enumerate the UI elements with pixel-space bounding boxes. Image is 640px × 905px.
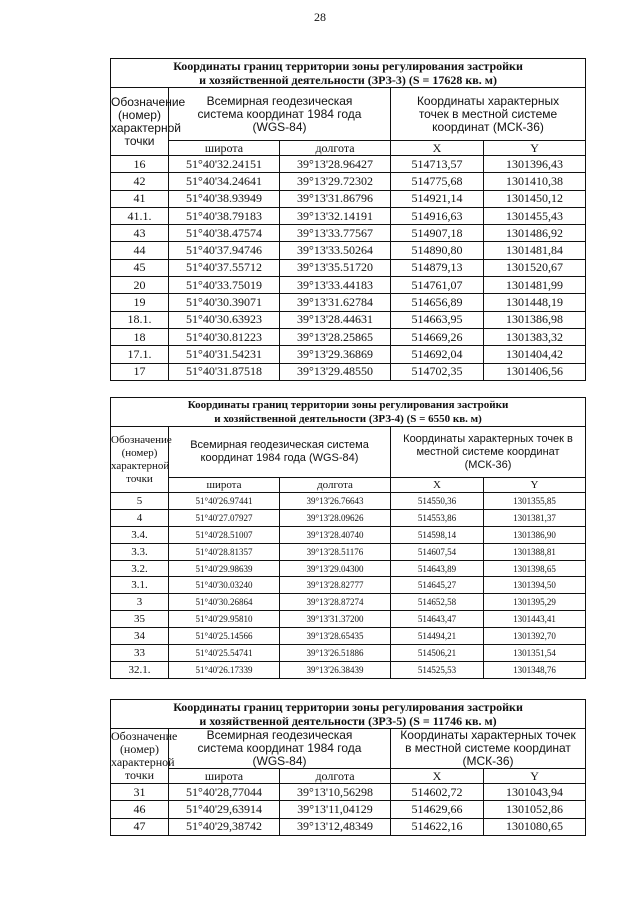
x-coordinate-cell: 514553,86 <box>391 509 484 526</box>
longitude-cell: 39°13'28.65435 <box>280 628 391 645</box>
longitude-cell: 39°13'28.09626 <box>280 509 391 526</box>
table-row <box>111 784 586 801</box>
longitude-cell: 39°13'28.40740 <box>280 526 391 543</box>
longitude-cell: 39°13'29.36869 <box>280 346 391 363</box>
coordinates-table-zrz-3 <box>110 58 586 381</box>
y-coordinate-cell: 1301406,56 <box>484 363 586 380</box>
longitude-cell: 39°13'31.86796 <box>280 190 391 207</box>
longitude-cell: 39°13'29.72302 <box>280 173 391 190</box>
coordinates-table-zrz-4 <box>110 397 586 679</box>
table-title <box>111 398 586 427</box>
point-designation-cell: 3.3. <box>111 543 169 560</box>
table-title <box>111 700 586 729</box>
table-row <box>111 801 586 818</box>
latitude-cell: 51°40'29.95810 <box>169 611 280 628</box>
point-designation-cell: 3.1. <box>111 577 169 594</box>
table-row <box>111 277 586 294</box>
x-coordinate-cell: 514643,89 <box>391 560 484 577</box>
latitude-cell: 51°40'33.75019 <box>169 277 280 294</box>
col-latitude-header: широта <box>169 141 280 156</box>
longitude-cell: 39°13'28.44631 <box>280 311 391 328</box>
col-y-header: Y <box>484 478 586 493</box>
table-body <box>111 493 586 679</box>
y-coordinate-cell: 1301381,37 <box>484 509 586 526</box>
latitude-cell: 51°40'28,77044 <box>169 784 280 801</box>
latitude-cell: 51°40'26.17339 <box>169 661 280 678</box>
y-coordinate-cell: 1301351,54 <box>484 645 586 662</box>
latitude-cell: 51°40'31.87518 <box>169 363 280 380</box>
point-designation-cell: 19 <box>111 294 169 311</box>
point-designation-cell: 41.1. <box>111 207 169 224</box>
table-title-line-2: и хозяйственной деятельности (ЗРЗ-5) (S = 11746 кв. м) <box>199 714 497 728</box>
table-row <box>111 311 586 328</box>
x-coordinate-cell: 514645,27 <box>391 577 484 594</box>
longitude-cell: 39°13'35.51720 <box>280 259 391 276</box>
point-designation-cell: 43 <box>111 225 169 242</box>
point-designation-cell: 32.1. <box>111 661 169 678</box>
longitude-cell: 39°13'11,04129 <box>280 801 391 818</box>
y-coordinate-cell: 1301388,81 <box>484 543 586 560</box>
table-row <box>111 242 586 259</box>
y-coordinate-cell: 1301386,98 <box>484 311 586 328</box>
table-row <box>111 190 586 207</box>
col-designation-header: Обозначение (номер) характерной точки <box>111 88 169 156</box>
table-row <box>111 611 586 628</box>
col-msk-header: Координаты характерных точек в местной системе координат (МСК-36) <box>391 88 586 141</box>
col-msk-header: Координаты характерных точек в местной системе координат (МСК-36) <box>391 427 586 478</box>
col-y-header: Y <box>484 769 586 784</box>
latitude-cell: 51°40'28.51007 <box>169 526 280 543</box>
latitude-cell: 51°40'29.98639 <box>169 560 280 577</box>
latitude-cell: 51°40'37.94746 <box>169 242 280 259</box>
longitude-cell: 39°13'32.14191 <box>280 207 391 224</box>
coordinates-table-zrz-5 <box>110 699 586 836</box>
col-x-header: X <box>391 141 484 156</box>
point-designation-cell: 41 <box>111 190 169 207</box>
latitude-cell: 51°40'28.81357 <box>169 543 280 560</box>
longitude-cell: 39°13'28.25865 <box>280 328 391 345</box>
point-designation-cell: 42 <box>111 173 169 190</box>
latitude-cell: 51°40'30.39071 <box>169 294 280 311</box>
point-designation-cell: 17.1. <box>111 346 169 363</box>
y-coordinate-cell: 1301080,65 <box>484 818 586 835</box>
longitude-cell: 39°13'31.62784 <box>280 294 391 311</box>
y-coordinate-cell: 1301443,41 <box>484 611 586 628</box>
table-title-line-1: Координаты границ территории зоны регулирования застройки <box>173 700 523 714</box>
y-coordinate-cell: 1301520,67 <box>484 259 586 276</box>
point-designation-cell: 47 <box>111 818 169 835</box>
point-designation-cell: 3 <box>111 594 169 611</box>
table-row <box>111 661 586 678</box>
point-designation-cell: 16 <box>111 156 169 173</box>
latitude-cell: 51°40'26.97441 <box>169 493 280 510</box>
col-latitude-header: широта <box>169 478 280 493</box>
table-body <box>111 784 586 836</box>
point-designation-cell: 18.1. <box>111 311 169 328</box>
table-row <box>111 156 586 173</box>
point-designation-cell: 46 <box>111 801 169 818</box>
y-coordinate-cell: 1301383,32 <box>484 328 586 345</box>
y-coordinate-cell: 1301455,43 <box>484 207 586 224</box>
latitude-cell: 51°40'38.79183 <box>169 207 280 224</box>
y-coordinate-cell: 1301395,29 <box>484 594 586 611</box>
point-designation-cell: 44 <box>111 242 169 259</box>
y-coordinate-cell: 1301481,99 <box>484 277 586 294</box>
y-coordinate-cell: 1301392,70 <box>484 628 586 645</box>
x-coordinate-cell: 514643,47 <box>391 611 484 628</box>
table-row <box>111 173 586 190</box>
point-designation-cell: 17 <box>111 363 169 380</box>
point-designation-cell: 3.4. <box>111 526 169 543</box>
table-row <box>111 818 586 835</box>
y-coordinate-cell: 1301394,50 <box>484 577 586 594</box>
latitude-cell: 51°40'30.03240 <box>169 577 280 594</box>
y-coordinate-cell: 1301398,65 <box>484 560 586 577</box>
longitude-cell: 39°13'31.37200 <box>280 611 391 628</box>
x-coordinate-cell: 514775,68 <box>391 173 484 190</box>
x-coordinate-cell: 514656,89 <box>391 294 484 311</box>
x-coordinate-cell: 514761,07 <box>391 277 484 294</box>
x-coordinate-cell: 514713,57 <box>391 156 484 173</box>
col-latitude-header: широта <box>169 769 280 784</box>
x-coordinate-cell: 514652,58 <box>391 594 484 611</box>
x-coordinate-cell: 514890,80 <box>391 242 484 259</box>
y-coordinate-cell: 1301486,92 <box>484 225 586 242</box>
point-designation-cell: 20 <box>111 277 169 294</box>
table-row <box>111 543 586 560</box>
table-body <box>111 156 586 381</box>
latitude-cell: 51°40'38.93949 <box>169 190 280 207</box>
y-coordinate-cell: 1301052,86 <box>484 801 586 818</box>
longitude-cell: 39°13'29.48550 <box>280 363 391 380</box>
point-designation-cell: 35 <box>111 611 169 628</box>
longitude-cell: 39°13'26.76643 <box>280 493 391 510</box>
point-designation-cell: 18 <box>111 328 169 345</box>
x-coordinate-cell: 514663,95 <box>391 311 484 328</box>
longitude-cell: 39°13'10,56298 <box>280 784 391 801</box>
latitude-cell: 51°40'25.14566 <box>169 628 280 645</box>
table-row <box>111 493 586 510</box>
latitude-cell: 51°40'27.07927 <box>169 509 280 526</box>
col-longitude-header: долгота <box>280 141 391 156</box>
table-row <box>111 560 586 577</box>
y-coordinate-cell: 1301481,84 <box>484 242 586 259</box>
x-coordinate-cell: 514879,13 <box>391 259 484 276</box>
table-row <box>111 628 586 645</box>
col-wgs-header: Всемирная геодезическая система координат 1984 года (WGS-84) <box>169 427 391 478</box>
table-row <box>111 363 586 380</box>
y-coordinate-cell: 1301043,94 <box>484 784 586 801</box>
longitude-cell: 39°13'29.04300 <box>280 560 391 577</box>
table-row <box>111 294 586 311</box>
point-designation-cell: 5 <box>111 493 169 510</box>
table-title-line-1: Координаты границ территории зоны регулирования застройки <box>187 399 509 411</box>
longitude-cell: 39°13'26.38439 <box>280 661 391 678</box>
y-coordinate-cell: 1301396,43 <box>484 156 586 173</box>
x-coordinate-cell: 514692,04 <box>391 346 484 363</box>
x-coordinate-cell: 514550,36 <box>391 493 484 510</box>
table-row <box>111 526 586 543</box>
latitude-cell: 51°40'30.26864 <box>169 594 280 611</box>
x-coordinate-cell: 514607,54 <box>391 543 484 560</box>
point-designation-cell: 45 <box>111 259 169 276</box>
x-coordinate-cell: 514506,21 <box>391 645 484 662</box>
x-coordinate-cell: 514525,53 <box>391 661 484 678</box>
col-wgs-header: Всемирная геодезическая система координат 1984 года (WGS-84) <box>169 88 391 141</box>
y-coordinate-cell: 1301348,76 <box>484 661 586 678</box>
longitude-cell: 39°13'28.96427 <box>280 156 391 173</box>
latitude-cell: 51°40'30.81223 <box>169 328 280 345</box>
table-row <box>111 594 586 611</box>
point-designation-cell: 4 <box>111 509 169 526</box>
latitude-cell: 51°40'32.24151 <box>169 156 280 173</box>
table-title <box>111 59 586 88</box>
latitude-cell: 51°40'38.47574 <box>169 225 280 242</box>
table-title-line-1: Координаты границ территории зоны регулирования застройки <box>173 59 523 73</box>
longitude-cell: 39°13'28.87274 <box>280 594 391 611</box>
x-coordinate-cell: 514702,35 <box>391 363 484 380</box>
col-longitude-header: долгота <box>280 478 391 493</box>
table-title-line-2: и хозяйственной деятельности (ЗРЗ-3) (S = 17628 кв. м) <box>199 73 497 87</box>
longitude-cell: 39°13'28.82777 <box>280 577 391 594</box>
x-coordinate-cell: 514907,18 <box>391 225 484 242</box>
y-coordinate-cell: 1301450,12 <box>484 190 586 207</box>
longitude-cell: 39°13'26.51886 <box>280 645 391 662</box>
y-coordinate-cell: 1301404,42 <box>484 346 586 363</box>
col-x-header: X <box>391 478 484 493</box>
latitude-cell: 51°40'29,38742 <box>169 818 280 835</box>
x-coordinate-cell: 514921,14 <box>391 190 484 207</box>
latitude-cell: 51°40'34.24641 <box>169 173 280 190</box>
latitude-cell: 51°40'29,63914 <box>169 801 280 818</box>
table-row <box>111 645 586 662</box>
x-coordinate-cell: 514622,16 <box>391 818 484 835</box>
x-coordinate-cell: 514602,72 <box>391 784 484 801</box>
col-msk-header: Координаты характерных точек в местной системе координат (МСК-36) <box>391 729 586 769</box>
latitude-cell: 51°40'31.54231 <box>169 346 280 363</box>
x-coordinate-cell: 514629,66 <box>391 801 484 818</box>
x-coordinate-cell: 514598,14 <box>391 526 484 543</box>
point-designation-cell: 33 <box>111 645 169 662</box>
latitude-cell: 51°40'25.54741 <box>169 645 280 662</box>
point-designation-cell: 31 <box>111 784 169 801</box>
longitude-cell: 39°13'33.44183 <box>280 277 391 294</box>
longitude-cell: 39°13'33.50264 <box>280 242 391 259</box>
point-designation-cell: 3.2. <box>111 560 169 577</box>
col-wgs-header: Всемирная геодезическая система координат 1984 года (WGS-84) <box>169 729 391 769</box>
col-x-header: X <box>391 769 484 784</box>
point-designation-cell: 34 <box>111 628 169 645</box>
col-designation-header: Обозначение (номер) характерной точки <box>111 427 169 493</box>
table-row <box>111 577 586 594</box>
y-coordinate-cell: 1301448,19 <box>484 294 586 311</box>
table-row <box>111 207 586 224</box>
latitude-cell: 51°40'30.63923 <box>169 311 280 328</box>
table-row <box>111 328 586 345</box>
col-y-header: Y <box>484 141 586 156</box>
table-row <box>111 225 586 242</box>
y-coordinate-cell: 1301386,90 <box>484 526 586 543</box>
table-row <box>111 259 586 276</box>
x-coordinate-cell: 514669,26 <box>391 328 484 345</box>
table-title-line-2: и хозяйственной деятельности (ЗРЗ-4) (S = 6550 кв. м) <box>214 413 482 425</box>
col-longitude-header: долгота <box>280 769 391 784</box>
longitude-cell: 39°13'28.51176 <box>280 543 391 560</box>
x-coordinate-cell: 514916,63 <box>391 207 484 224</box>
latitude-cell: 51°40'37.55712 <box>169 259 280 276</box>
longitude-cell: 39°13'12,48349 <box>280 818 391 835</box>
y-coordinate-cell: 1301355,85 <box>484 493 586 510</box>
table-row <box>111 509 586 526</box>
longitude-cell: 39°13'33.77567 <box>280 225 391 242</box>
y-coordinate-cell: 1301410,38 <box>484 173 586 190</box>
x-coordinate-cell: 514494,21 <box>391 628 484 645</box>
table-row <box>111 346 586 363</box>
page-number: 28 <box>314 10 326 24</box>
col-designation-header: Обозначение (номер) характерной точки <box>111 729 178 782</box>
